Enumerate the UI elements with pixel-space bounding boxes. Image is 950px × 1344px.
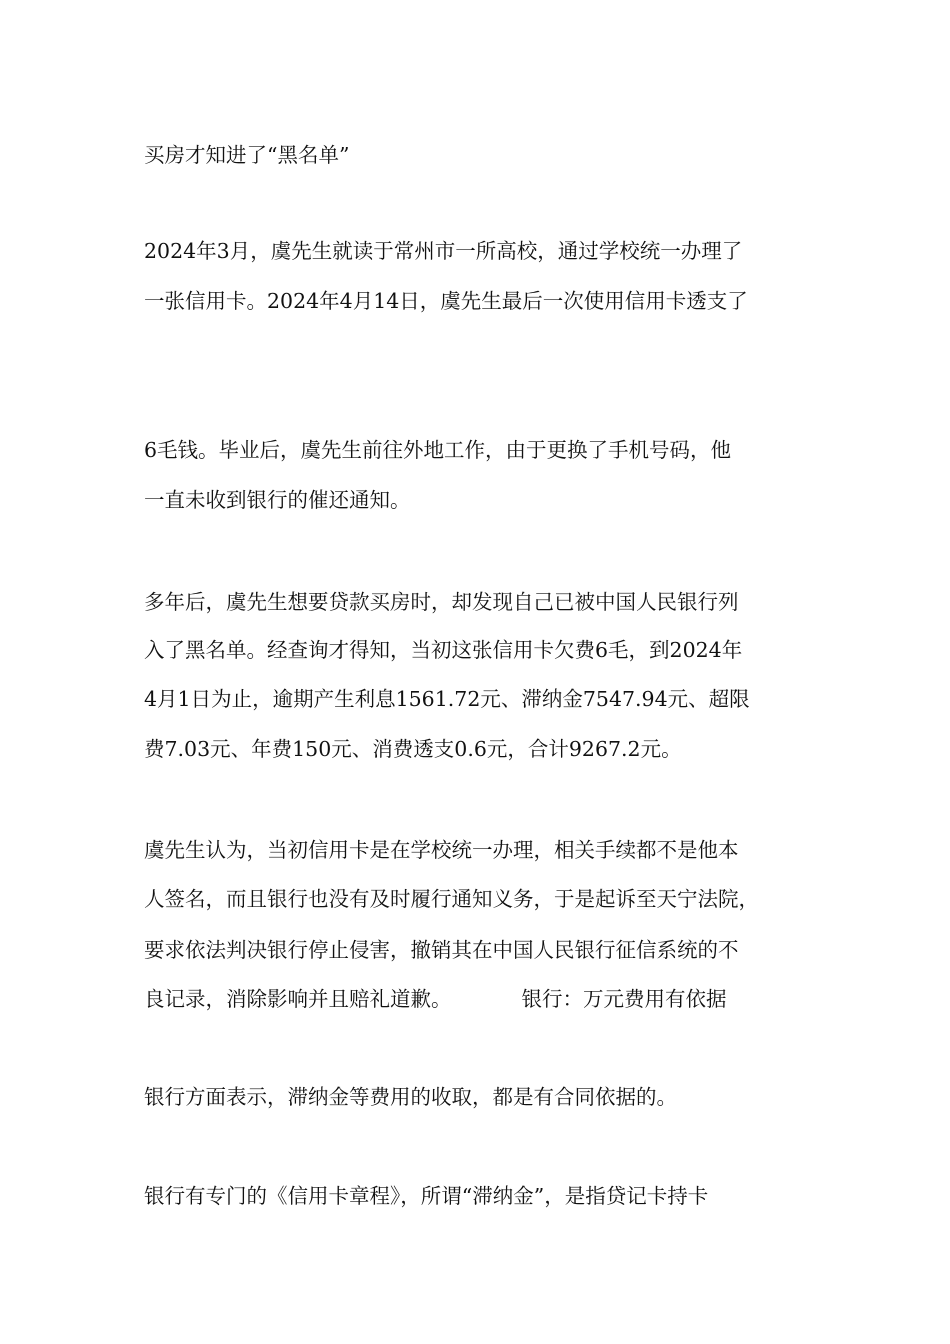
paragraph-line: 一直未收到银行的催还通知。 <box>144 488 411 512</box>
document-title: 买房才知进了“黑名单” <box>144 143 350 167</box>
paragraph-line: 要求依法判决银行停止侵害，撤销其在中国人民银行征信系统的不 <box>144 938 739 962</box>
paragraph-line: 6毛钱。毕业后，虞先生前往外地工作，由于更换了手机号码，他 <box>144 438 732 462</box>
paragraph-line: 良记录，消除影响并且赔礼道歉。 <box>144 987 452 1011</box>
paragraph-line: 一张信用卡。2024年4月14日，虞先生最后一次使用信用卡透支了 <box>144 289 748 313</box>
paragraph-line: 多年后，虞先生想要贷款买房时，却发现自己已被中国人民银行列 <box>144 590 739 614</box>
paragraph-line-with-heading <box>144 986 727 1012</box>
paragraph-line: 虞先生认为，当初信用卡是在学校统一办理，相关手续都不是他本 <box>144 838 739 862</box>
paragraph-line: 入了黑名单。经查询才得知，当初这张信用卡欠费6毛，到2024年 <box>144 638 743 662</box>
section-heading: 银行：万元费用有依据 <box>521 987 727 1011</box>
paragraph-line: 银行方面表示，滞纳金等费用的收取，都是有合同依据的。 <box>144 1085 677 1109</box>
paragraph-line: 2024年3月，虞先生就读于常州市一所高校，通过学校统一办理了 <box>144 239 743 263</box>
paragraph-line: 费7.03元、年费150元、消费透支0.6元，合计9267.2元。 <box>144 737 682 761</box>
paragraph-line: 银行有专门的《信用卡章程》，所谓“滞纳金”，是指贷记卡持卡 <box>144 1184 709 1208</box>
paragraph-line: 4月1日为止，逾期产生利息1561.72元、滞纳金7547.94元、超限 <box>144 687 750 711</box>
paragraph-line: 人签名，而且银行也没有及时履行通知义务，于是起诉至天宁法院， <box>144 887 759 911</box>
